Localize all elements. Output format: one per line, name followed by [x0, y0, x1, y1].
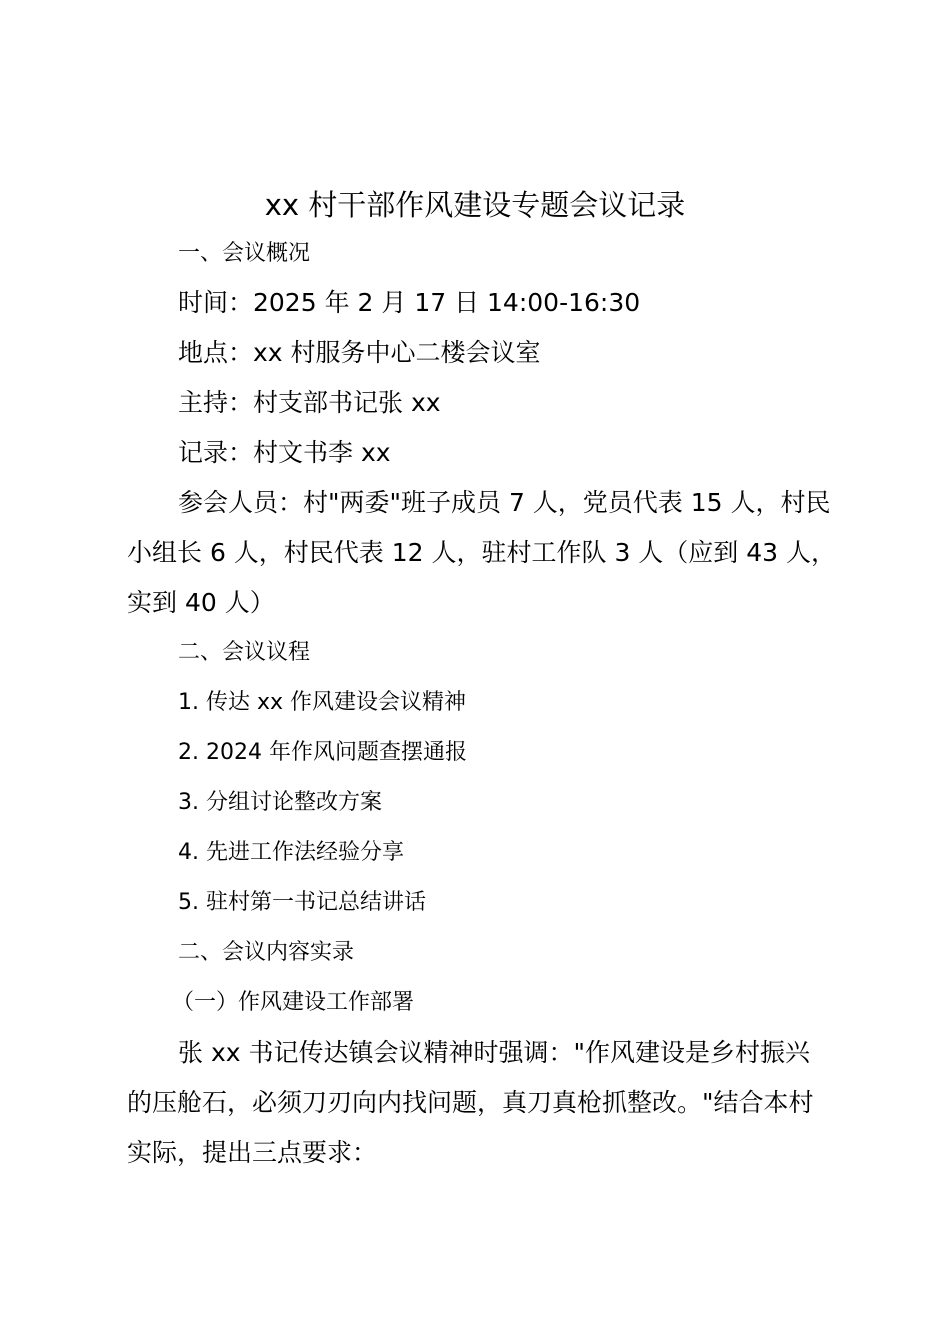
agenda-item: 1. 传达 xx 作风建设会议精神 — [178, 690, 467, 715]
agenda-item: 4. 先进工作法经验分享 — [178, 840, 404, 865]
attendees-line: 实到 40 人） — [127, 588, 275, 617]
agenda-item: 3. 分组讨论整改方案 — [178, 790, 382, 815]
section-heading-agenda: 二、会议议程 — [178, 640, 311, 665]
agenda-item: 2. 2024 年作风问题查摆通报 — [178, 740, 467, 765]
meeting-time: 时间：2025 年 2 月 17 日 14:00-16:30 — [178, 288, 641, 317]
meeting-location: 地点：xx 村服务中心二楼会议室 — [178, 338, 541, 367]
paragraph-line: 实际，提出三点要求： — [127, 1138, 378, 1167]
section-heading-overview: 一、会议概况 — [178, 241, 311, 266]
agenda-item: 5. 驻村第一书记总结讲话 — [178, 890, 426, 915]
paragraph-line: 张 xx 书记传达镇会议精神时强调："作风建设是乡村振兴 — [178, 1038, 810, 1067]
meeting-recorder: 记录：村文书李 xx — [178, 438, 391, 467]
paragraph-line: 的压舱石，必须刀刃向内找问题，真刀真枪抓整改。"结合本村 — [127, 1088, 814, 1117]
document-title: xx 村干部作风建设专题会议记录 — [264, 188, 686, 222]
meeting-host: 主持：村支部书记张 xx — [178, 388, 441, 417]
section-heading-content: 二、会议内容实录 — [178, 940, 355, 965]
attendees-line: 小组长 6 人，村民代表 12 人，驻村工作队 3 人（应到 43 人， — [127, 538, 837, 567]
subsection-heading: （一）作风建设工作部署 — [172, 990, 415, 1015]
attendees-line: 参会人员：村"两委"班子成员 7 人，党员代表 15 人，村民 — [178, 488, 831, 517]
